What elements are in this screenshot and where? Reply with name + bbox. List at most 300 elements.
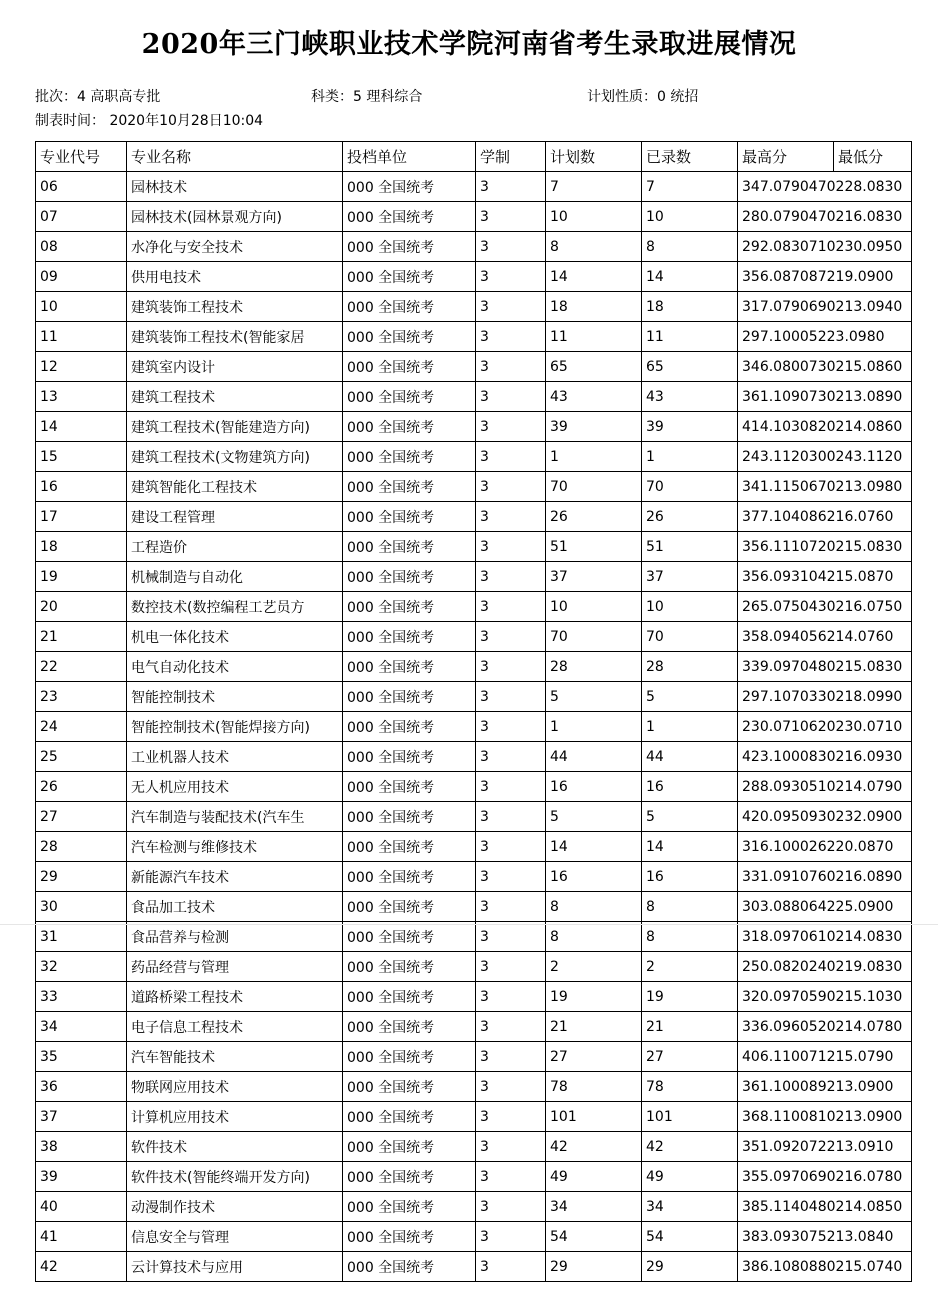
unit-cell: 000 全国统考 (343, 382, 476, 412)
table-row (36, 172, 912, 202)
score-cell (738, 772, 912, 802)
admitted-count-cell: 19 (642, 982, 738, 1012)
major-name-cell: 汽车检测与维修技术 (127, 832, 343, 862)
table-body (36, 172, 912, 1282)
admitted-count-cell: 34 (642, 1192, 738, 1222)
unit-cell: 000 全国统考 (343, 922, 476, 952)
duration-cell: 3 (476, 772, 546, 802)
major-name-cell: 动漫制作技术 (127, 1192, 343, 1222)
admitted-count-cell: 44 (642, 742, 738, 772)
admitted-count-cell: 42 (642, 1132, 738, 1162)
duration-cell: 3 (476, 892, 546, 922)
major-code-cell: 35 (36, 1042, 127, 1072)
admitted-count-cell: 5 (642, 682, 738, 712)
major-name-cell: 机电一体化技术 (127, 622, 343, 652)
max-score-cell: 414.103082 (742, 418, 827, 435)
table-row (36, 1102, 912, 1132)
min-score-cell: 213.0840 (826, 1228, 894, 1245)
score-cell (738, 1072, 912, 1102)
duration-cell: 3 (476, 442, 546, 472)
min-score-cell: 0230.0950 (826, 238, 903, 255)
max-score-cell: 336.096052 (742, 1018, 827, 1035)
score-cell (738, 832, 912, 862)
min-score-cell: 0213.0890 (826, 388, 903, 405)
table-row (36, 952, 912, 982)
admitted-count-cell: 14 (642, 262, 738, 292)
plan-count-cell: 78 (546, 1072, 642, 1102)
major-code-cell: 22 (36, 652, 127, 682)
duration-cell: 3 (476, 802, 546, 832)
min-score-cell: 0215.1030 (826, 988, 903, 1005)
score-cell (738, 502, 912, 532)
unit-cell: 000 全国统考 (343, 1132, 476, 1162)
table-row (36, 682, 912, 712)
max-score-cell: 356.087087 (742, 268, 827, 285)
score-cell (738, 952, 912, 982)
major-name-cell: 工业机器人技术 (127, 742, 343, 772)
major-code-cell: 23 (36, 682, 127, 712)
min-score-cell: 0215.0740 (826, 1258, 903, 1275)
plan-count-cell: 49 (546, 1162, 642, 1192)
unit-cell: 000 全国统考 (343, 982, 476, 1012)
table-row (36, 1132, 912, 1162)
unit-cell: 000 全国统考 (343, 592, 476, 622)
max-score-cell: 385.114048 (742, 1198, 827, 1215)
table-row (36, 1012, 912, 1042)
duration-cell: 3 (476, 1192, 546, 1222)
major-name-cell: 食品加工技术 (127, 892, 343, 922)
major-name-cell: 园林技术 (127, 172, 343, 202)
admitted-count-cell: 2 (642, 952, 738, 982)
admitted-count-cell: 37 (642, 562, 738, 592)
table-row (36, 1192, 912, 1222)
unit-cell: 000 全国统考 (343, 172, 476, 202)
duration-cell: 3 (476, 682, 546, 712)
plan-count-cell: 8 (546, 232, 642, 262)
score-cell (738, 532, 912, 562)
plan-count-cell: 21 (546, 1012, 642, 1042)
max-score-cell: 377.104086 (742, 508, 827, 525)
admitted-count-cell: 8 (642, 232, 738, 262)
major-code-cell: 42 (36, 1252, 127, 1282)
admitted-count-cell: 21 (642, 1012, 738, 1042)
major-name-cell: 计算机应用技术 (127, 1102, 343, 1132)
plan-count-cell: 5 (546, 802, 642, 832)
max-score-cell: 361.109073 (742, 388, 827, 405)
table-row (36, 622, 912, 652)
major-name-cell: 电子信息工程技术 (127, 1012, 343, 1042)
major-code-cell: 40 (36, 1192, 127, 1222)
max-score-cell: 316.100026 (742, 838, 827, 855)
max-score-cell: 317.079069 (742, 298, 827, 315)
major-name-cell: 园林技术(园林景观方向) (127, 202, 343, 232)
unit-cell: 000 全国统考 (343, 862, 476, 892)
admission-table (35, 141, 912, 1282)
batch-label: 批次：4 高职高专批 (35, 89, 161, 105)
min-score-cell: 0214.0850 (826, 1198, 903, 1215)
max-score-cell: 297.107033 (742, 688, 827, 705)
plan-count-cell: 8 (546, 922, 642, 952)
plan-count-cell: 37 (546, 562, 642, 592)
table-row (36, 292, 912, 322)
max-score-cell: 303.088064 (742, 898, 827, 915)
score-cell (738, 862, 912, 892)
table-row (36, 382, 912, 412)
min-score-cell: 0213.0980 (826, 478, 903, 495)
max-score-cell: 265.075043 (742, 598, 827, 615)
min-score-cell: 215.0870 (826, 568, 894, 585)
major-code-cell: 06 (36, 172, 127, 202)
admitted-count-cell: 70 (642, 622, 738, 652)
admitted-count-cell: 49 (642, 1162, 738, 1192)
duration-cell: 3 (476, 292, 546, 322)
admitted-count-cell: 18 (642, 292, 738, 322)
score-cell (738, 472, 912, 502)
unit-cell: 000 全国统考 (343, 442, 476, 472)
min-score-cell: 0215.0830 (826, 538, 903, 555)
duration-cell: 3 (476, 1162, 546, 1192)
major-name-cell: 汽车制造与装配技术(汽车生 (127, 802, 343, 832)
min-score-cell: 0216.0830 (826, 208, 903, 225)
unit-cell: 000 全国统考 (343, 802, 476, 832)
duration-cell: 3 (476, 592, 546, 622)
major-code-cell: 08 (36, 232, 127, 262)
max-score-cell: 320.097059 (742, 988, 827, 1005)
admitted-count-cell: 1 (642, 442, 738, 472)
min-score-cell: 0216.0930 (826, 748, 903, 765)
unit-cell: 000 全国统考 (343, 832, 476, 862)
min-score-cell: 223.0980 (817, 328, 885, 345)
plan-count-cell: 39 (546, 412, 642, 442)
duration-cell: 3 (476, 262, 546, 292)
admitted-count-cell: 39 (642, 412, 738, 442)
plan-count-cell: 51 (546, 532, 642, 562)
score-cell (738, 412, 912, 442)
major-code-cell: 36 (36, 1072, 127, 1102)
table-row (36, 832, 912, 862)
min-score-cell: 0213.0940 (826, 298, 903, 315)
plan-count-cell: 101 (546, 1102, 642, 1132)
duration-cell: 3 (476, 322, 546, 352)
max-score-cell: 423.100083 (742, 748, 827, 765)
score-cell (738, 1192, 912, 1222)
duration-cell: 3 (476, 1252, 546, 1282)
major-code-cell: 24 (36, 712, 127, 742)
score-cell (738, 262, 912, 292)
major-name-cell: 建筑装饰工程技术(智能家居 (127, 322, 343, 352)
duration-cell: 3 (476, 502, 546, 532)
duration-cell: 3 (476, 532, 546, 562)
duration-cell: 3 (476, 562, 546, 592)
plan-count-cell: 1 (546, 712, 642, 742)
admitted-count-cell: 27 (642, 1042, 738, 1072)
max-score-cell: 356.093104 (742, 568, 827, 585)
min-score-cell: 219.0900 (826, 268, 894, 285)
duration-cell: 3 (476, 382, 546, 412)
major-code-cell: 14 (36, 412, 127, 442)
major-name-cell: 建设工程管理 (127, 502, 343, 532)
admitted-count-cell: 65 (642, 352, 738, 382)
admitted-count-cell: 70 (642, 472, 738, 502)
duration-cell: 3 (476, 232, 546, 262)
plan-count-cell: 43 (546, 382, 642, 412)
major-name-cell: 建筑智能化工程技术 (127, 472, 343, 502)
duration-cell: 3 (476, 922, 546, 952)
duration-cell: 3 (476, 952, 546, 982)
score-cell (738, 172, 912, 202)
major-code-cell: 31 (36, 922, 127, 952)
major-name-cell: 药品经营与管理 (127, 952, 343, 982)
major-code-cell: 39 (36, 1162, 127, 1192)
duration-cell: 3 (476, 1102, 546, 1132)
major-name-cell: 信息安全与管理 (127, 1222, 343, 1252)
score-cell (738, 442, 912, 472)
score-cell (738, 652, 912, 682)
unit-cell: 000 全国统考 (343, 712, 476, 742)
plan-count-cell: 26 (546, 502, 642, 532)
major-code-cell: 34 (36, 1012, 127, 1042)
min-score-cell: 0218.0990 (826, 688, 903, 705)
unit-cell: 000 全国统考 (343, 952, 476, 982)
duration-cell: 3 (476, 172, 546, 202)
duration-cell: 3 (476, 742, 546, 772)
min-score-cell: 0228.0830 (826, 178, 903, 195)
unit-cell: 000 全国统考 (343, 1102, 476, 1132)
score-cell (738, 562, 912, 592)
plan-count-cell: 27 (546, 1042, 642, 1072)
category-label: 科类：5 理科综合 (311, 89, 423, 105)
plan-count-cell: 1 (546, 442, 642, 472)
major-name-cell: 建筑工程技术 (127, 382, 343, 412)
plan-count-cell: 70 (546, 622, 642, 652)
min-score-cell: 225.0900 (826, 898, 894, 915)
score-cell (738, 742, 912, 772)
duration-cell: 3 (476, 712, 546, 742)
min-score-cell: 0215.0860 (826, 358, 903, 375)
table-row (36, 652, 912, 682)
major-code-cell: 41 (36, 1222, 127, 1252)
unit-cell: 000 全国统考 (343, 622, 476, 652)
unit-cell: 000 全国统考 (343, 1012, 476, 1042)
plan-count-cell: 16 (546, 772, 642, 802)
max-score-cell: 420.095093 (742, 808, 827, 825)
major-name-cell: 建筑室内设计 (127, 352, 343, 382)
table-row (36, 412, 912, 442)
major-code-cell: 30 (36, 892, 127, 922)
duration-cell: 3 (476, 622, 546, 652)
unit-cell: 000 全国统考 (343, 262, 476, 292)
duration-cell: 3 (476, 412, 546, 442)
max-score-cell: 361.100089 (742, 1078, 827, 1095)
plan-count-cell: 34 (546, 1192, 642, 1222)
min-score-cell: 0230.0710 (826, 718, 903, 735)
max-score-cell: 318.097061 (742, 928, 827, 945)
major-code-cell: 27 (36, 802, 127, 832)
admitted-count-cell: 54 (642, 1222, 738, 1252)
score-cell (738, 202, 912, 232)
unit-cell: 000 全国统考 (343, 532, 476, 562)
plan-count-cell: 19 (546, 982, 642, 1012)
admitted-count-cell: 28 (642, 652, 738, 682)
plan-count-cell: 70 (546, 472, 642, 502)
major-code-cell: 32 (36, 952, 127, 982)
plan-count-cell: 44 (546, 742, 642, 772)
major-code-cell: 38 (36, 1132, 127, 1162)
major-name-cell: 软件技术 (127, 1132, 343, 1162)
major-name-cell: 新能源汽车技术 (127, 862, 343, 892)
score-cell (738, 1222, 912, 1252)
table-row (36, 1162, 912, 1192)
admitted-count-cell: 1 (642, 712, 738, 742)
unit-cell: 000 全国统考 (343, 1042, 476, 1072)
major-name-cell: 电气自动化技术 (127, 652, 343, 682)
admitted-count-cell: 101 (642, 1102, 738, 1132)
table-row (36, 922, 912, 952)
major-code-cell: 25 (36, 742, 127, 772)
admitted-count-cell: 10 (642, 202, 738, 232)
max-score-cell: 339.097048 (742, 658, 827, 675)
max-score-cell: 346.080073 (742, 358, 827, 375)
min-score-cell: 0216.0750 (826, 598, 903, 615)
score-cell (738, 622, 912, 652)
unit-cell: 000 全国统考 (343, 772, 476, 802)
admitted-count-cell: 7 (642, 172, 738, 202)
max-score-cell: 368.110081 (742, 1108, 827, 1125)
plan-count-cell: 65 (546, 352, 642, 382)
major-code-cell: 15 (36, 442, 127, 472)
major-name-cell: 道路桥梁工程技术 (127, 982, 343, 1012)
made-time-label: 制表时间： 2020年10月28日10:04 (35, 113, 264, 129)
min-score-cell: 0214.0790 (826, 778, 903, 795)
max-score-cell: 383.093075 (742, 1228, 827, 1245)
max-score-cell: 356.111072 (742, 538, 827, 555)
major-code-cell: 12 (36, 352, 127, 382)
admitted-count-cell: 16 (642, 772, 738, 802)
max-score-cell: 406.110071 (742, 1048, 827, 1065)
table-row (36, 1252, 912, 1282)
plan-count-cell: 10 (546, 592, 642, 622)
unit-cell: 000 全国统考 (343, 652, 476, 682)
table-row (36, 982, 912, 1012)
plan-count-cell: 7 (546, 172, 642, 202)
max-score-cell: 243.112030 (742, 448, 827, 465)
table-row (36, 472, 912, 502)
plan-count-cell: 8 (546, 892, 642, 922)
score-cell (738, 292, 912, 322)
major-name-cell: 无人机应用技术 (127, 772, 343, 802)
table-row (36, 352, 912, 382)
unit-cell: 000 全国统考 (343, 742, 476, 772)
unit-cell: 000 全国统考 (343, 1252, 476, 1282)
max-score-cell: 230.071062 (742, 718, 827, 735)
score-cell (738, 682, 912, 712)
header-admitted-count: 已录数 (642, 142, 738, 172)
major-name-cell: 食品营养与检测 (127, 922, 343, 952)
header-min-score: 最低分 (834, 142, 912, 172)
major-name-cell: 云计算技术与应用 (127, 1252, 343, 1282)
major-name-cell: 供用电技术 (127, 262, 343, 292)
plan-count-cell: 29 (546, 1252, 642, 1282)
duration-cell: 3 (476, 352, 546, 382)
max-score-cell: 347.079047 (742, 178, 827, 195)
unit-cell: 000 全国统考 (343, 322, 476, 352)
unit-cell: 000 全国统考 (343, 502, 476, 532)
max-score-cell: 297.10005 (742, 328, 818, 345)
min-score-cell: 0216.0890 (826, 868, 903, 885)
min-score-cell: 220.0870 (826, 838, 894, 855)
plan-count-cell: 14 (546, 832, 642, 862)
score-cell (738, 712, 912, 742)
duration-cell: 3 (476, 202, 546, 232)
unit-cell: 000 全国统考 (343, 292, 476, 322)
score-cell (738, 232, 912, 262)
unit-cell: 000 全国统考 (343, 892, 476, 922)
unit-cell: 000 全国统考 (343, 562, 476, 592)
duration-cell: 3 (476, 1132, 546, 1162)
major-code-cell: 19 (36, 562, 127, 592)
min-score-cell: 0216.0780 (826, 1168, 903, 1185)
score-cell (738, 322, 912, 352)
plan-count-cell: 42 (546, 1132, 642, 1162)
score-cell (738, 352, 912, 382)
min-score-cell: 0214.0860 (826, 418, 903, 435)
max-score-cell: 292.083071 (742, 238, 827, 255)
table-row (36, 1042, 912, 1072)
admitted-count-cell: 26 (642, 502, 738, 532)
max-score-cell: 386.108088 (742, 1258, 827, 1275)
unit-cell: 000 全国统考 (343, 1222, 476, 1252)
plan-count-cell: 14 (546, 262, 642, 292)
plan-count-cell: 10 (546, 202, 642, 232)
major-code-cell: 37 (36, 1102, 127, 1132)
unit-cell: 000 全国统考 (343, 352, 476, 382)
score-cell (738, 1162, 912, 1192)
score-cell (738, 1132, 912, 1162)
score-cell (738, 922, 912, 952)
major-name-cell: 建筑装饰工程技术 (127, 292, 343, 322)
score-cell (738, 802, 912, 832)
min-score-cell: 213.0900 (826, 1078, 894, 1095)
table-row (36, 262, 912, 292)
table-row (36, 862, 912, 892)
duration-cell: 3 (476, 652, 546, 682)
min-score-cell: 0215.0830 (826, 658, 903, 675)
page-break-line (0, 924, 938, 925)
max-score-cell: 331.091076 (742, 868, 827, 885)
table-row (36, 1222, 912, 1252)
header-plan-count: 计划数 (546, 142, 642, 172)
max-score-cell: 351.092072 (742, 1138, 827, 1155)
min-score-cell: 0232.0900 (826, 808, 903, 825)
max-score-cell: 250.082024 (742, 958, 827, 975)
plan-count-cell: 11 (546, 322, 642, 352)
major-code-cell: 16 (36, 472, 127, 502)
min-score-cell: 214.0760 (826, 628, 894, 645)
unit-cell: 000 全国统考 (343, 1072, 476, 1102)
table-row (36, 502, 912, 532)
major-code-cell: 17 (36, 502, 127, 532)
min-score-cell: 0214.0780 (826, 1018, 903, 1035)
admitted-count-cell: 78 (642, 1072, 738, 1102)
duration-cell: 3 (476, 982, 546, 1012)
min-score-cell: 0214.0830 (826, 928, 903, 945)
major-code-cell: 07 (36, 202, 127, 232)
admitted-count-cell: 10 (642, 592, 738, 622)
major-code-cell: 13 (36, 382, 127, 412)
major-name-cell: 智能控制技术 (127, 682, 343, 712)
table-row (36, 772, 912, 802)
table-row (36, 322, 912, 352)
